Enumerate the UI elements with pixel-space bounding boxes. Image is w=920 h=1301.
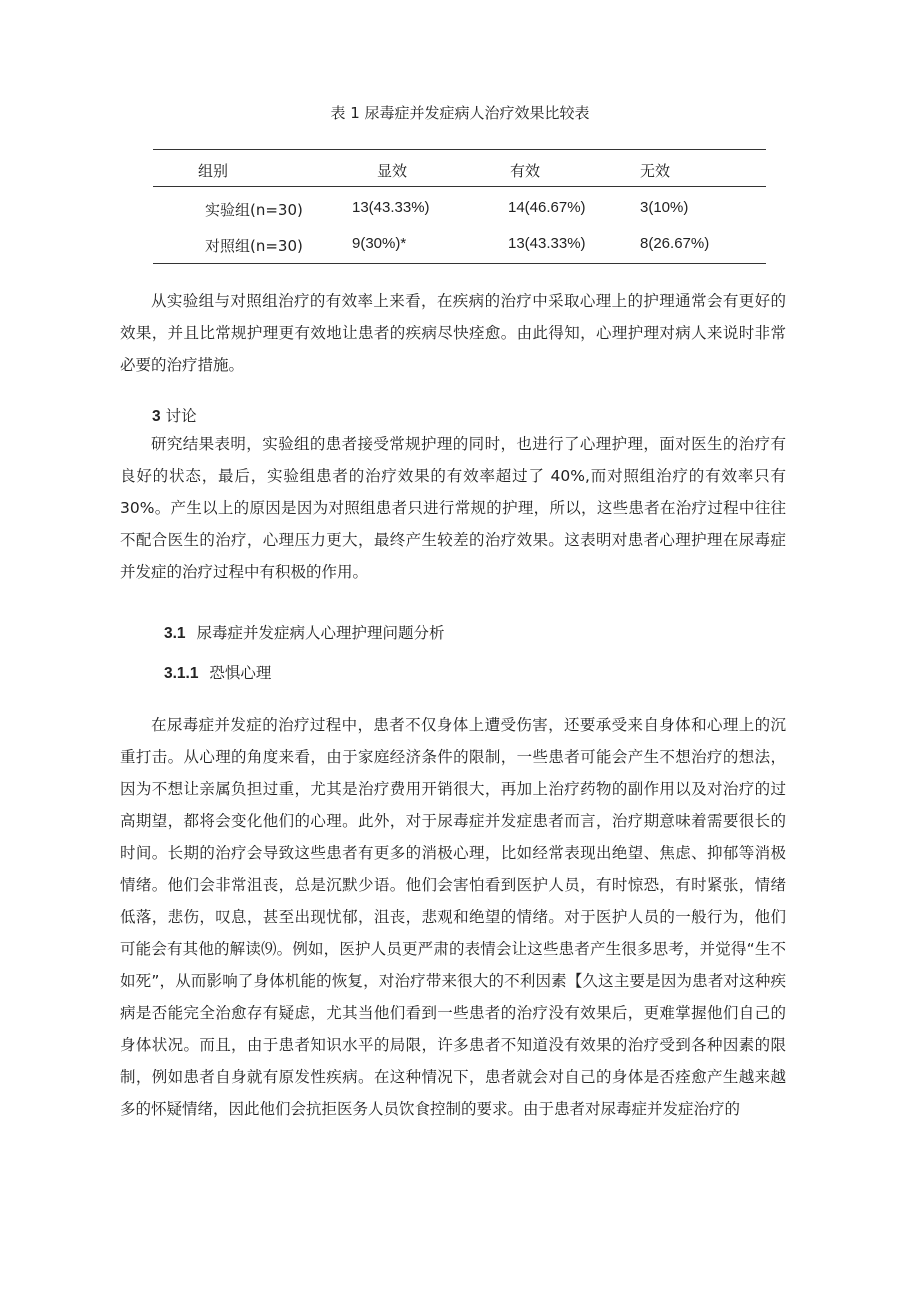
table-caption: 表 1 尿毒症并发症病人治疗效果比较表 — [330, 104, 590, 122]
section-number: 3 — [152, 408, 161, 425]
section-title: 恐惧心理 — [209, 664, 272, 682]
paragraph-discussion — [120, 428, 786, 588]
header-ineffective: 无效 — [640, 162, 671, 180]
header-marked: 显效 — [377, 162, 408, 180]
header-effective: 有效 — [510, 162, 541, 180]
row-control-group: 对照组(n=30) — [205, 237, 303, 255]
paragraph-efficacy — [120, 285, 786, 381]
table-header-rule — [153, 186, 766, 187]
paragraph-text: 研究结果表明，实验组的患者接受常规护理的同时，也进行了心理护理，面对医生的治疗有良好的状态，最后，实验组患者的治疗效果的有效率超过了 40%,而对照组治疗的有效率只有 30%。产生以上的原因是因为对照组患者只进行常规的护理，所以，这些患者在治疗过程中往往不配合医生的治疗，心理压力更大，最终产生较差的治疗效果。这表明对患者心理护理在尿毒症并发症的治疗过程中有积极的作用。 — [120, 435, 786, 581]
section-title: 讨论 — [165, 407, 197, 425]
paragraph-text: 从实验组与对照组治疗的有效率上来看，在疾病的治疗中采取心理上的护理通常会有更好的效果，并且比常规护理更有效地让患者的疾病尽快痊愈。由此得知，心理护理对病人来说时非常必要的治疗措施。 — [120, 292, 786, 374]
section-heading-3-1 — [164, 621, 445, 643]
row-experimental-group: 实验组(n=30) — [205, 201, 303, 219]
section-title: 尿毒症并发症病人心理护理问题分析 — [196, 624, 445, 642]
section-heading-3-1-1 — [164, 661, 271, 683]
header-group: 组别 — [198, 162, 229, 180]
table-bottom-rule — [153, 263, 766, 264]
row-control-effective: 13(43.33%) — [508, 235, 586, 252]
row-control-ineffective: 8(26.67%) — [640, 235, 710, 252]
section-number: 3.1 — [164, 625, 186, 642]
section-number: 3.1.1 — [164, 665, 199, 682]
row-experimental-effective: 14(46.67%) — [508, 199, 586, 216]
paragraph-fear — [120, 709, 786, 1125]
section-heading-3 — [152, 404, 197, 426]
row-control-marked: 9(30%)* — [352, 235, 407, 252]
paragraph-text: 在尿毒症并发症的治疗过程中，患者不仅身体上遭受伤害，还要承受来自身体和心理上的沉重打击。从心理的角度来看，由于家庭经济条件的限制，一些患者可能会产生不想治疗的想法，因为不想让亲属负担过重，尤其是治疗费用开销很大，再加上治疗药物的副作用以及对治疗的过高期望，都将会变化他们的心理。此外，对于尿毒症并发症患者而言，治疗期意味着需要很长的时间。长期的治疗会导致这些患者有更多的消极心理，比如经常表现出绝望、焦虑、抑郁等消极情绪。他们会非常沮丧，总是沉默少语。他们会害怕看到医护人员，有时惊恐，有时紧张，情绪低落，悲伤，叹息，甚至出现忧郁，沮丧，悲观和绝望的情绪。对于医护人员的一般行为，他们可能会有其他的解读⑼。例如，医护人员更严肃的表情会让这些患者产生很多思考，并觉得“生不如死”，从而影响了身体机能的恢复，对治疗带来很大的不利因素【久这主要是因为患者对这种疾病是否能完全治愈存有疑虑，尤其当他们看到一些患者的治疗没有效果后，更难掌握他们自己的身体状况。而且，由于患者知识水平的局限，许多患者不知道没有效果的治疗受到各种因素的限制，例如患者自身就有原发性疾病。在这种情况下，患者就会对自己的身体是否痊愈产生越来越多的怀疑情绪，因此他们会抗拒医务人员饮食控制的要求。由于患者对尿毒症并发症治疗的 — [120, 716, 786, 1118]
row-experimental-marked: 13(43.33%) — [352, 199, 430, 216]
row-experimental-ineffective: 3(10%) — [640, 199, 689, 216]
table-top-rule — [153, 149, 766, 150]
